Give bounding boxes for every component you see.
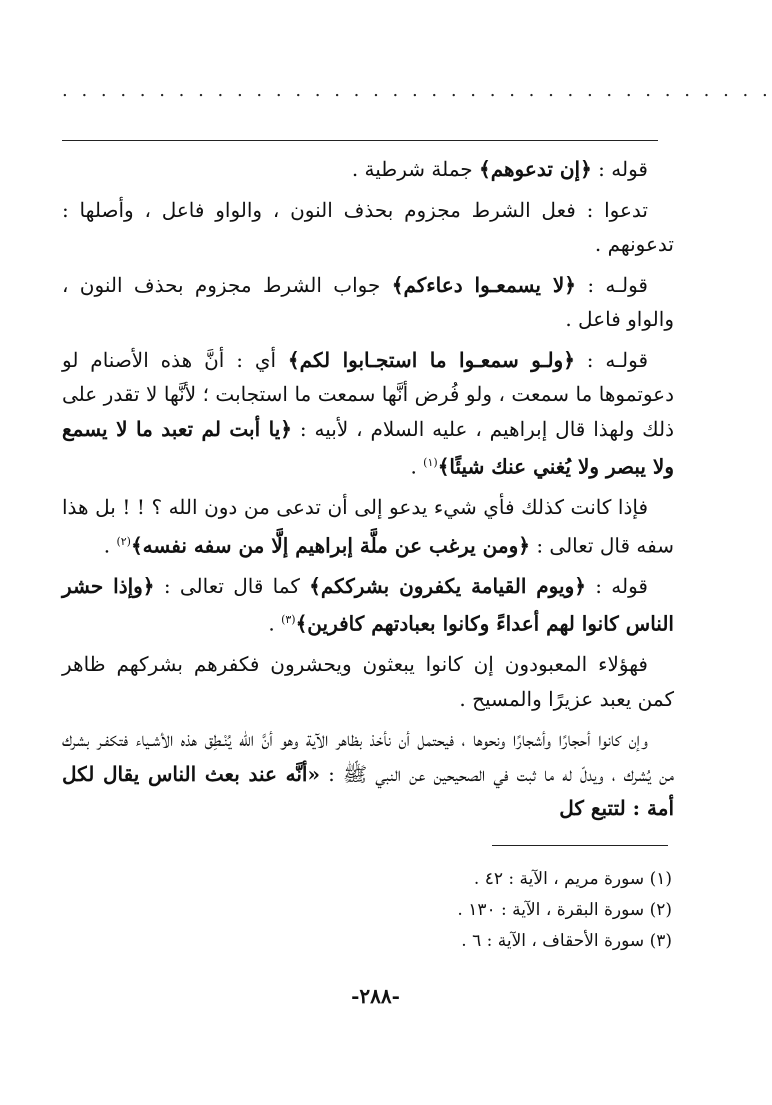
paragraph-8: وإن كانوا أحجارًا وأشجارًا ونحوها ، فيحتمل أن نأخذ بظاهر الآية وهو أنَّ الله يُنْـطِق هذه الأشـياء فتكفـر بشرك من يُشرك ، ويدلّ له ما ثبت في الصحيحين عن النبي ﷺ : «أنَّه عند بعث الناس يقال لكل أمة : لتتبع كل xyxy=(62,727,674,821)
header-dotted-line: . . . . . . . . . . . . . . . . . . . . . . . . . . . . . . . . . . . . . xyxy=(62,80,772,101)
page-number: -٢٨٨- xyxy=(351,984,400,1008)
quran-quote: ﴿إن تدعوهم﴾ xyxy=(478,157,592,181)
footnote-ref-2[interactable]: (٢) xyxy=(116,534,131,548)
paragraph-6: قوله : ﴿ويوم القيامة يكفرون بشرككم﴾ كما قال تعالى : ﴿وإذا حشر الناس كانوا لهم أعداءً وكانوا بعبادتهم كافرين﴾$^{(٣)}$ . xyxy=(62,573,674,636)
main-text xyxy=(62,152,674,832)
hadith-quote: «أنَّه عند بعث الناس يقال لكل أمة : لتتبع كل xyxy=(62,761,674,821)
paragraph-2: تدعوا : فعل الشرط مجزوم بحذف النون ، والواو فاعل ، وأصلها : تدعونهم . xyxy=(62,197,674,256)
footnotes xyxy=(300,864,672,957)
footnote-2: (٢) سورة البقرة ، الآية : ١٣٠ . xyxy=(457,900,672,920)
quran-quote: ﴿ولـو سمعـوا ما استجـابوا لكم﴾ xyxy=(287,347,575,372)
quran-quote: ﴿ويوم القيامة يكفرون بشرككم﴾ xyxy=(309,573,586,598)
footnote-ref-1[interactable]: (١) xyxy=(423,456,438,469)
paragraph-7: فهؤلاء المعبودون إن كانوا يبعثون ويحشرون فكفرهم بشركهم ظاهر كمن يعبد عزيرًا والمسيح . xyxy=(62,652,674,711)
paragraph-5: فإذا كانت كذلك فأي شيء يدعو إلى أن تدعى من دون الله ؟ ! ! بل هذا سفه قال تعالى : ﴿ومن يرغب عن ملَّة إبراهيم إلَّا من سفه نفسه﴾$^{(٢)}$ . xyxy=(62,495,674,558)
quran-quote: ﴿ومن يرغب عن ملَّة إبراهيم إلَّا من سفه نفسه﴾ xyxy=(130,533,530,558)
paragraph-1: قوله : ﴿إن تدعوهم﴾ جملة شرطية . xyxy=(351,157,648,181)
quran-quote: ﴿يا أبت لم تعبد ما لا يسمع ولا يبصر ولا يُغني عنك شيئًا﴾ xyxy=(62,416,674,479)
quran-quote: ﴿وإذا حشر الناس كانوا لهم أعداءً وكانوا بعبادتهم كافرين﴾ xyxy=(62,573,674,636)
footnote-rule xyxy=(492,845,668,846)
paragraph-3: قولـه : ﴿لا يسمعـوا دعاءكم﴾ جواب الشرط مجزوم بحذف النون ، والواو فاعل . xyxy=(62,272,674,331)
footnote-3: (٣) سورة الأحقاف ، الآية : ٦ . xyxy=(461,931,672,951)
quran-quote: ﴿لا يسمعـوا دعاءكم﴾ xyxy=(391,272,576,297)
footnote-1: (١) سورة مريم ، الآية : ٤٢ . xyxy=(473,869,672,889)
header-rule xyxy=(62,140,658,141)
paragraph-4: قولـه : ﴿ولـو سمعـوا ما استجـابوا لكم﴾ أي : أنَّ هذه الأصنام لو دعوتموها ما سمعت ، ولو فُرض أنَّها سمعت ما استجابت ؛ لأنَّها لا تقدر على ذلك ولهذا قال إبراهيم ، عليه السلام ، لأبيه : ﴿يا أبت لم تعبد ما لا يسمع ولا يبصر ولا يُغني عنك شيئًا﴾$^{(١)}$ . xyxy=(62,347,674,479)
footnote-ref-3[interactable]: (٣) xyxy=(281,613,296,627)
